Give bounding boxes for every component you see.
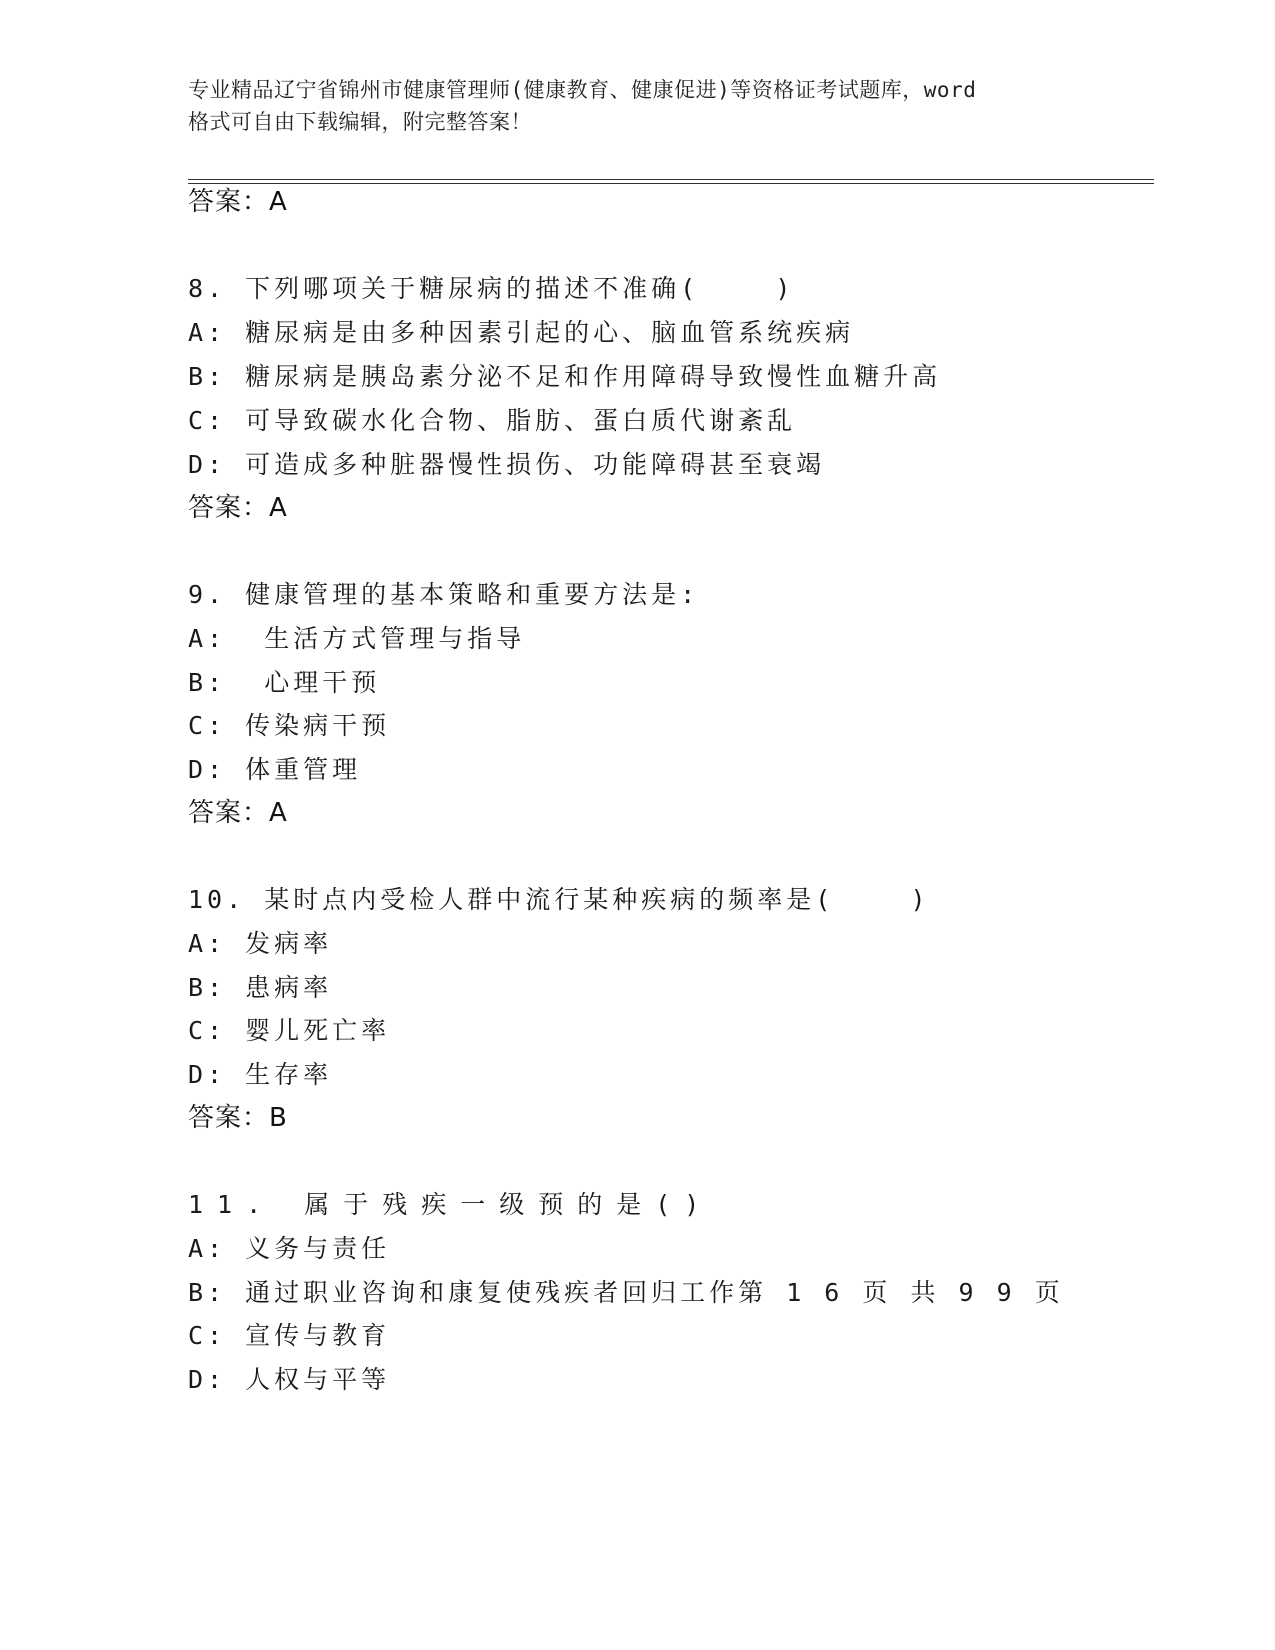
- answer-previous: 答案：A: [188, 187, 288, 217]
- question-9-option-d: D: 体重管理: [188, 755, 362, 784]
- header-line-2: 格式可自由下载编辑，附完整答案！: [188, 110, 532, 134]
- header-line-1: 专业精品辽宁省锦州市健康管理师(健康教育、健康促进)等资格证考试题库，word: [188, 78, 977, 102]
- question-11-stem: 11. 属于残疾一级预的是(): [188, 1190, 714, 1219]
- question-8-option-c: C: 可导致碳水化合物、脂肪、蛋白质代谢紊乱: [188, 406, 797, 435]
- question-9-answer: 答案：A: [188, 798, 288, 828]
- question-10-option-c: C: 婴儿死亡率: [188, 1016, 391, 1045]
- question-8-answer: 答案：A: [188, 493, 288, 523]
- question-9-stem: 9. 健康管理的基本策略和重要方法是:: [188, 580, 700, 609]
- question-10-stem: 10. 某时点内受检人群中流行某种疾病的频率是( ): [188, 885, 930, 914]
- question-10-option-b: B: 患病率: [188, 973, 333, 1002]
- question-8-stem: 8. 下列哪项关于糖尿病的描述不准确( ): [188, 274, 795, 303]
- question-11-option-c: C: 宣传与教育: [188, 1321, 391, 1350]
- question-10-option-a: A: 发病率: [188, 929, 333, 958]
- header-rule-bottom: [188, 183, 1154, 184]
- question-9-option-c: C: 传染病干预: [188, 711, 391, 740]
- question-8-option-b: B: 糖尿病是胰岛素分泌不足和作用障碍导致慢性血糖升高: [188, 362, 942, 391]
- question-8-option-d: D: 可造成多种脏器慢性损伤、功能障碍甚至衰竭: [188, 450, 826, 479]
- question-8-option-a: A: 糖尿病是由多种因素引起的心、脑血管系统疾病: [188, 318, 855, 347]
- header-rule-top: [188, 179, 1154, 180]
- question-9-option-b: B: 心理干预: [188, 668, 381, 697]
- question-11-option-a: A: 义务与责任: [188, 1234, 391, 1263]
- question-11-option-b: B: 通过职业咨询和康复使残疾者回归工作第 1 6 页 共 9 9 页: [188, 1278, 1064, 1307]
- page-header: [188, 74, 1088, 138]
- question-10-answer: 答案：B: [188, 1103, 288, 1133]
- question-9-option-a: A: 生活方式管理与指导: [188, 624, 526, 653]
- question-11-option-d: D: 人权与平等: [188, 1365, 391, 1394]
- question-10-option-d: D: 生存率: [188, 1060, 333, 1089]
